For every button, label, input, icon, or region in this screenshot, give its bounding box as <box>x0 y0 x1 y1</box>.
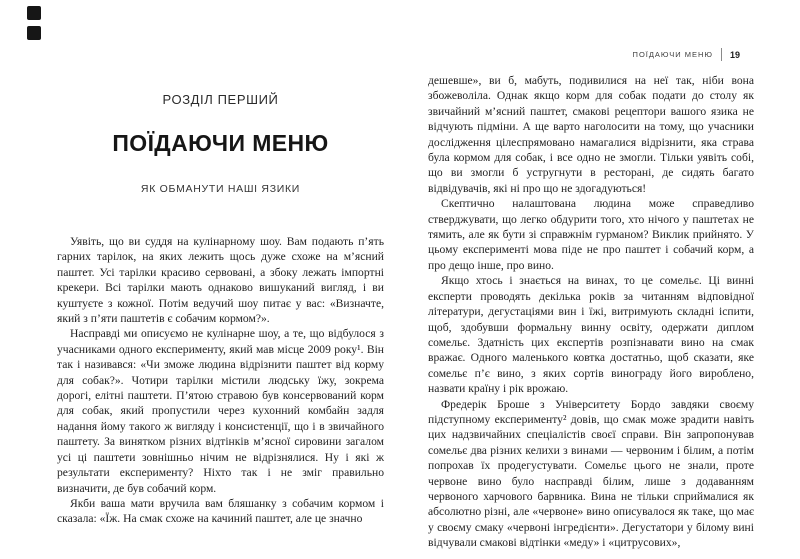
corner-mark-icon <box>27 26 41 40</box>
right-page-body <box>428 73 754 551</box>
running-title: ПОЇДАЮЧИ МЕНЮ <box>632 50 713 59</box>
page-number: 19 <box>729 49 740 60</box>
paragraph: Якщо хтось і знається на винах, то це сомельє. Ці винні експерти проводять декілька років за читанням відповідної літератури, дегустаціями вин і їжі, витримують складні іспити, щоб, здобувши формальну винну освіту, одержати диплом сомельє. Здатність цих експертів розпізнавати вино на смак вражає. Одного маленького ковтка достатньо, щоб сказати, яке сомельє п’є вино, з яких сортів винограду його вироблено, назвати країну і рік врожаю. <box>428 274 754 396</box>
chapter-title: ПОЇДАЮЧИ МЕНЮ <box>112 130 329 156</box>
chapter-label: РОЗДІЛ ПЕРШИЙ <box>162 92 279 107</box>
paragraph: Фредерік Броше з Університету Бордо завдяки своєму підступному експерименту² довів, що смак може зрадити навіть цих надзвичайних спеціалістів своєї справи. Він запропонував сомельє два різних келихи з винами — червоним і білим, а потім попрохав їх продегустувати. Сомельє цього не знали, проте червоне вино було насправді білим, лише з додаванням червоного харчового барвника. Вина не тільки сприймалися як абсолютно різні, але «червоне» вино описувалося як таке, що має у своєму смаку «червоні інгредієнти». Дегустатори у білому вині відчували смакові відтінки «меду» і «цитрусових», <box>428 397 754 550</box>
right-page <box>428 0 754 559</box>
paragraph: Насправді ми описуємо не кулінарне шоу, а те, що відбулося з учасниками одного експерименту, який мав місце 2009 року¹. Він так і називався: «Чи зможе людина відрізнити паштет від корму для собак?». Чотири тарілки містили людську їжу, зокрема дорогі, елітні паштети. П’ятою стравою був консервований корм для собак, який пропустили через кухонний комбайн задля надання йому такого ж вигляду і консистенції, що і в звичайного паштету. За винятком різних відтінків м’ясної сировини загалом усі ці паштети зовнішньо нічим не відрізнялися. Ну і які ж результати експерименту? Ніхто так і не зміг правильно визначити, де був собачий корм. <box>57 327 384 495</box>
header-divider <box>721 48 722 61</box>
left-page-body <box>57 234 384 527</box>
running-header <box>633 48 740 61</box>
paragraph: Скептично налаштована людина може справедливо стверджувати, що легко обдурити того, хто нічого у паштетах не тямить, але як бути зі справжнім гурманом? Виклик прийнято. У цьому експерименті мова піде не про паштет і собачий корм, а про дещо інше, про вино. <box>428 197 754 272</box>
left-page <box>57 0 384 559</box>
chapter-subtitle: ЯК ОБМАНУТИ НАШІ ЯЗИКИ <box>140 183 301 195</box>
paragraph: Уявіть, що ви суддя на кулінарному шоу. Вам подають п’ять гарних тарілок, на яких лежить щось дуже схоже на м’ясний паштет. Усі тарілки красиво сервовані, а збоку лежать імпортні крекери. Всі тарілки мають однаково вишуканий вигляд, і ви куштуєте з кожної. Потім ведучий шоу питає у вас: «Визначте, який з п’яти паштетів є собачим кормом?». <box>57 235 384 326</box>
paragraph: Якби ваша мати вручила вам бляшанку з собачим кормом і сказала: «Їж. На смак схоже на качиний паштет, але це значно <box>57 496 384 526</box>
corner-mark-icon <box>27 6 41 20</box>
paragraph: дешевше», ви б, мабуть, подивилися на неї так, ніби вона збожеволіла. Однак якщо корм для собак подати до столу як звичайний м’ясний паштет, смакові рецептори вашого язика не відчують підміни. А ще варто наголосити на тому, що учасники дослідження цілеспрямовано намагалися відрізнити, яка страва була кормом для собак, і все одно не змогли. Тільки уявіть собі, що ви змогли б устругнути в ресторані, де сидять багато відвідувачів, які ні про що не здогадуються! <box>428 74 754 195</box>
